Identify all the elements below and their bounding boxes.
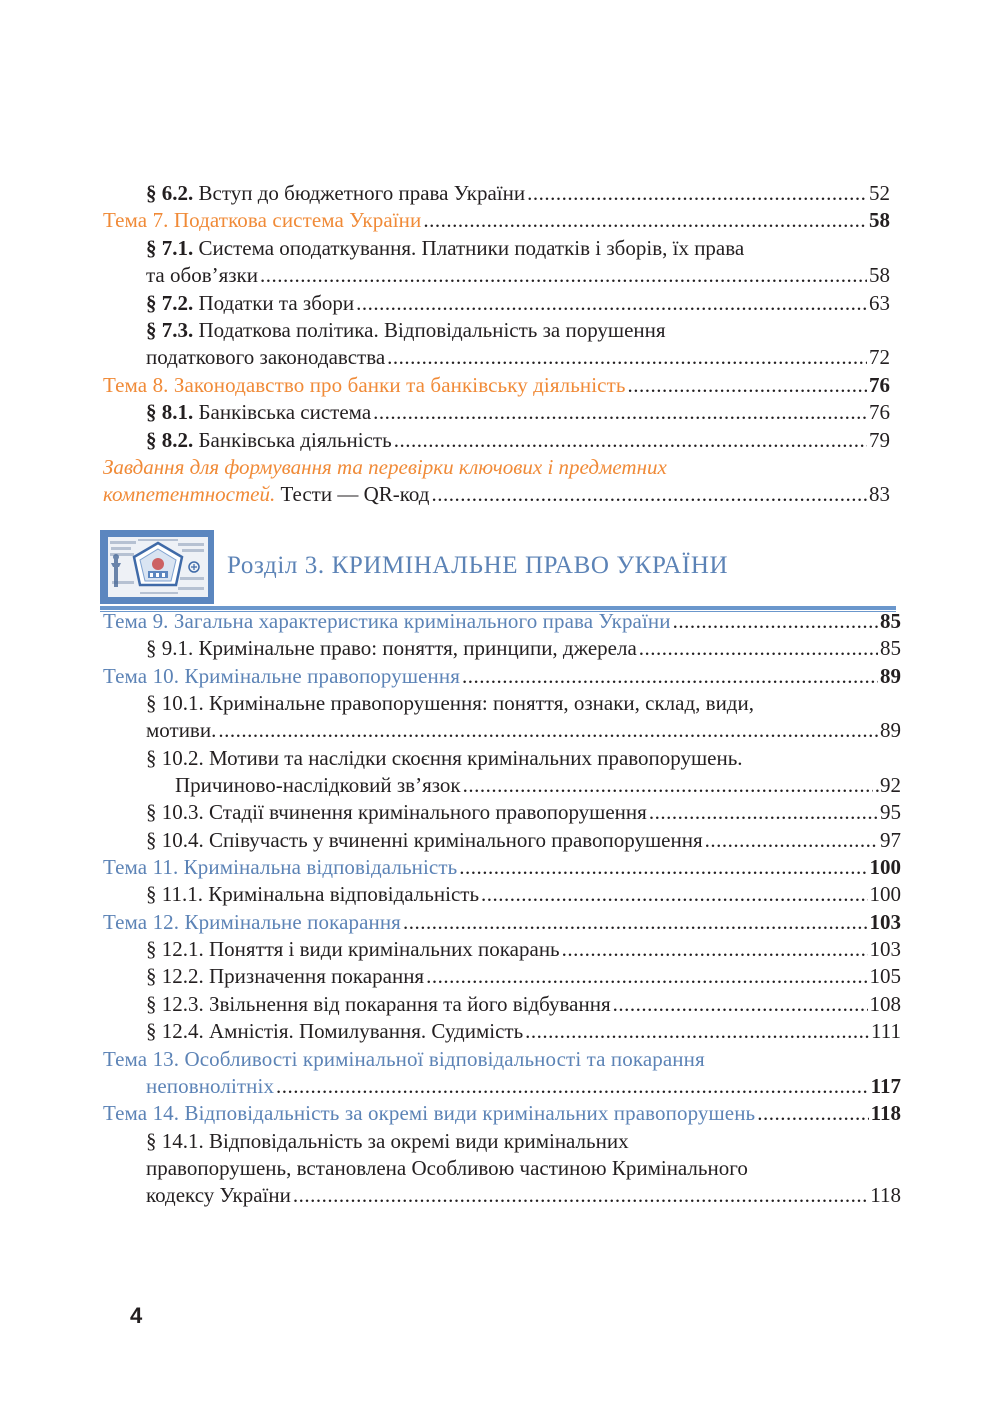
toc-topic-13[interactable] — [103, 1046, 901, 1073]
leader-dots — [423, 207, 867, 234]
topic-title-cont: неповнолітніх — [146, 1073, 275, 1098]
paragraph-title: Банківська система — [198, 400, 372, 425]
topic-title: Тема 9. Загальна характеристика кримінального права України — [103, 609, 671, 633]
toc-tasks-line2[interactable] — [103, 481, 890, 508]
page-ref: 103 — [869, 909, 901, 934]
topic-title: Тема 12. Кримінальне покарання — [103, 909, 401, 934]
leader-dots — [387, 344, 867, 371]
page-ref: 85 — [880, 609, 901, 633]
criminal-law-collage-icon — [108, 537, 208, 597]
topic-title: Тема 7. Податкова система України — [103, 208, 422, 233]
section-title: Розділ 3. КРИМІНАЛЬНЕ ПРАВО УКРАЇНИ — [227, 552, 729, 579]
leader-dots — [394, 427, 867, 454]
paragraph-title: § 10.1. Кримінальне правопорушення: поняття, ознаки, склад, види, — [146, 691, 754, 716]
leader-dots — [673, 608, 878, 635]
topic-title: Тема 8. Законодавство про банки та банківську діяльність — [103, 372, 626, 397]
page-ref: 76 — [869, 400, 890, 425]
topic-title: Тема 14. Відповідальність за окремі види кримінальних правопорушень — [103, 1101, 756, 1126]
page-ref: 63 — [869, 290, 890, 315]
page-ref: 97 — [880, 827, 901, 852]
toc-entry-14-1-line2[interactable] — [103, 1155, 901, 1182]
toc-entry-12-1[interactable] — [103, 936, 901, 963]
toc-entry-12-2[interactable] — [103, 963, 901, 990]
paragraph-title-cont: правопорушень, встановлена Особливою частиною Кримінального — [146, 1155, 748, 1180]
paragraph-number: § 7.2. — [146, 290, 194, 315]
leader-dots — [276, 1073, 869, 1100]
toc-entry-10-1-cont[interactable] — [103, 717, 901, 744]
toc-entry-7-1-cont[interactable] — [103, 262, 890, 289]
page-ref: 79 — [869, 427, 890, 452]
page-ref: 58 — [869, 263, 890, 288]
page-ref: 89 — [880, 718, 901, 743]
leader-dots — [218, 717, 878, 744]
section-icon-frame — [100, 530, 214, 604]
toc-entry-14-1[interactable] — [103, 1128, 901, 1155]
page-ref: 76 — [869, 372, 890, 397]
toc-topic-10[interactable] — [103, 663, 901, 690]
leader-dots — [757, 1100, 868, 1127]
topic-title: Тема 13. Особливості кримінальної відповідальності та покарання — [103, 1046, 705, 1071]
page-ref: 105 — [869, 964, 901, 989]
toc-entry-7-3[interactable] — [103, 317, 890, 344]
toc-section-2-continued — [103, 180, 890, 509]
section-3-header — [100, 530, 896, 610]
toc-entry-7-2[interactable] — [103, 290, 890, 317]
page-ref: 83 — [869, 482, 890, 507]
tasks-title-cont: компетентностей. — [103, 482, 276, 507]
toc-entry-10-1[interactable] — [103, 690, 901, 717]
toc-entry-11-1[interactable] — [103, 881, 901, 908]
page-ref: 89 — [880, 663, 901, 688]
toc-entry-6-2[interactable] — [103, 180, 890, 207]
paragraph-title: § 10.4. Співучасть у вчиненні кримінального правопорушення — [146, 827, 703, 852]
page-ref: 118 — [870, 1101, 901, 1126]
toc-entry-8-2[interactable] — [103, 427, 890, 454]
leader-dots — [481, 881, 867, 908]
paragraph-number: § 8.1. — [146, 400, 194, 425]
toc-topic-14[interactable] — [103, 1100, 901, 1127]
paragraph-number: § 7.1. — [146, 235, 194, 260]
paragraph-title: § 11.1. Кримінальна відповідальність — [146, 882, 480, 907]
toc-section-3 — [103, 608, 901, 1210]
page-ref: 100 — [869, 855, 901, 880]
leader-dots — [463, 772, 873, 799]
leader-dots — [356, 290, 867, 317]
leader-dots — [527, 180, 867, 207]
leader-dots — [705, 827, 878, 854]
toc-topic-7[interactable] — [103, 207, 890, 234]
paragraph-title: Податки та збори — [198, 290, 355, 315]
toc-topic-9[interactable] — [103, 608, 901, 635]
paragraph-title: Банківська діяльність — [198, 427, 392, 452]
toc-entry-10-2[interactable] — [103, 745, 901, 772]
paragraph-title: § 10.2. Мотиви та наслідки скоєння кримінальних правопорушень. — [146, 745, 743, 770]
paragraph-number: § 8.2. — [146, 427, 194, 452]
paragraph-title: § 9.1. Кримінальне право: поняття, принципи, джерела — [146, 636, 637, 661]
page-ref: 72 — [869, 345, 890, 370]
paragraph-title: § 12.3. Звільнення від покарання та його відбування — [146, 991, 611, 1016]
toc-entry-7-3-cont[interactable] — [103, 344, 890, 371]
page-ref: .92 — [874, 773, 901, 798]
page-ref: 108 — [869, 991, 901, 1016]
toc-entry-8-1[interactable] — [103, 399, 890, 426]
page-ref: 85 — [880, 636, 901, 661]
paragraph-title: Вступ до бюджетного права України — [198, 181, 526, 205]
toc-entry-7-1[interactable] — [103, 235, 890, 262]
toc-entry-10-4[interactable] — [103, 827, 901, 854]
tasks-title: Завдання для формування та перевірки ключових і предметних — [103, 454, 667, 479]
topic-title: Тема 10. Кримінальне правопорушення — [103, 663, 460, 688]
page-ref: 52 — [869, 181, 890, 205]
paragraph-title: § 12.4. Амністія. Помилування. Судимість — [146, 1019, 524, 1044]
paragraph-title-cont: та обов’язки — [146, 263, 258, 288]
paragraph-title: § 12.1. Поняття і види кримінальних покарань — [146, 937, 560, 962]
leader-dots — [462, 663, 878, 690]
leader-dots — [459, 854, 867, 881]
toc-topic-8[interactable] — [103, 372, 890, 399]
toc-entry-10-2-cont[interactable] — [103, 772, 901, 799]
paragraph-title-cont: Причиново-наслідковий зв’язок — [175, 773, 461, 798]
paragraph-title-cont: мотиви. — [146, 718, 217, 743]
page-ref: 100 — [869, 882, 901, 907]
leader-dots — [403, 909, 868, 936]
paragraph-title: § 12.2. Призначення покарання — [146, 964, 425, 989]
page-ref: 103 — [869, 937, 901, 962]
leader-dots — [293, 1182, 868, 1209]
toc-entry-14-1-line3[interactable] — [103, 1182, 901, 1209]
page-ref: 95 — [880, 800, 901, 825]
paragraph-number: § 7.3. — [146, 317, 194, 342]
toc-entry-10-3[interactable] — [103, 799, 901, 826]
leader-dots — [525, 1018, 869, 1045]
toc-entry-12-3[interactable] — [103, 991, 901, 1018]
leader-dots — [649, 799, 878, 826]
paragraph-title-cont: кодексу України — [146, 1183, 291, 1208]
toc-topic-12[interactable] — [103, 909, 901, 936]
page-number: 4 — [130, 1303, 143, 1328]
leader-dots — [426, 963, 867, 990]
leader-dots — [562, 936, 868, 963]
leader-dots — [260, 262, 867, 289]
page-ref: 111 — [871, 1019, 901, 1044]
topic-title: Тема 11. Кримінальна відповідальність — [103, 855, 458, 880]
tasks-tests-qr: Тести — QR-код — [280, 482, 430, 507]
paragraph-title: Податкова політика. Відповідальність за порушення — [198, 317, 666, 342]
leader-dots — [639, 635, 878, 662]
paragraph-title: Система оподаткування. Платники податків і зборів, їх права — [198, 235, 745, 260]
toc-topic-11[interactable] — [103, 854, 901, 881]
leader-dots — [431, 481, 867, 508]
toc-entry-9-1[interactable] — [103, 635, 901, 662]
leader-dots — [373, 399, 867, 426]
paragraph-title-cont: податкового законодавства — [146, 345, 386, 370]
paragraph-title: § 14.1. Відповідальність за окремі види кримінальних — [146, 1128, 629, 1153]
page-ref: 117 — [870, 1073, 901, 1098]
paragraph-title: § 10.3. Стадії вчинення кримінального правопорушення — [146, 800, 647, 825]
paragraph-number: § 6.2. — [146, 181, 194, 205]
page-ref: 58 — [869, 208, 890, 233]
toc-entry-12-4[interactable] — [103, 1018, 901, 1045]
page-ref: 118 — [870, 1183, 901, 1208]
toc-topic-13-cont[interactable] — [103, 1073, 901, 1100]
toc-tasks-line1[interactable] — [103, 454, 890, 481]
leader-dots — [628, 372, 867, 399]
leader-dots — [613, 991, 868, 1018]
